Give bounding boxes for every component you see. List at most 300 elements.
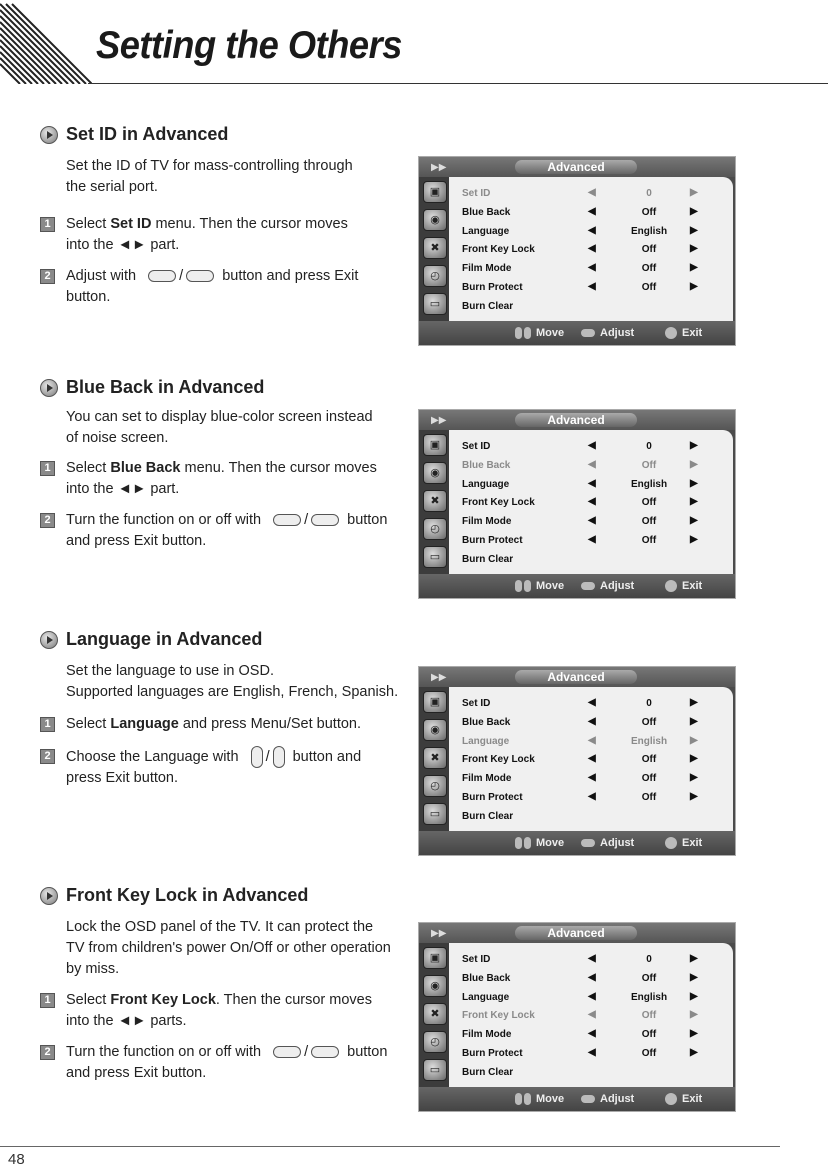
right-arrow-icon: ▶ <box>690 1009 698 1020</box>
right-arrow-icon: ▶ <box>690 243 698 254</box>
left-arrow-icon: ◀ <box>588 753 596 764</box>
osd-row-value: Off <box>641 792 657 803</box>
left-arrow-icon: ◀ <box>588 440 596 451</box>
left-arrow-icon: ◀ <box>588 953 596 964</box>
osd-menu-icon: ▶▶ <box>431 672 447 683</box>
osd-row-value: English <box>630 992 668 1003</box>
osd-row <box>462 298 712 316</box>
step-text: button and press Exit <box>222 268 359 284</box>
section-bullet-icon <box>40 126 58 144</box>
input-icon: ▭ <box>423 803 447 825</box>
step-menu-name: Front Key Lock <box>110 992 216 1008</box>
osd-row-value: Off <box>641 460 657 471</box>
step-text: Adjust with <box>66 268 137 284</box>
osd-row <box>462 1064 712 1082</box>
right-button-icon <box>311 514 339 526</box>
timer-icon: ◴ <box>423 518 447 540</box>
step-text: . Then the cursor moves <box>215 992 372 1008</box>
left-arrow-icon: ◀ <box>588 534 596 545</box>
footer-move-label: Move <box>536 580 565 592</box>
step-2 <box>40 510 387 552</box>
osd-row-value: 0 <box>646 188 652 199</box>
osd-row-value: Off <box>641 535 657 546</box>
slash: / <box>179 268 184 284</box>
right-arrow-icon: ▶ <box>690 496 698 507</box>
osd-footer-adjust <box>581 327 634 339</box>
adjust-icon <box>581 839 595 847</box>
osd-row-label: Blue Back <box>462 717 511 728</box>
right-arrow-icon: ▶ <box>690 772 698 783</box>
step-text: menu. Then the cursor moves <box>151 216 348 232</box>
timer-icon: ◴ <box>423 265 447 287</box>
osd-menu-list <box>449 943 733 1087</box>
footer-rule <box>0 1146 780 1147</box>
right-arrow-icon: ▶ <box>690 791 698 802</box>
osd-footer-exit <box>665 1093 702 1105</box>
left-arrow-icon: ◀ <box>588 697 596 708</box>
step-text: button and <box>292 748 362 765</box>
osd-row-label: Set ID <box>462 954 491 965</box>
osd-row-label: Blue Back <box>462 207 511 218</box>
osd-footer <box>419 574 735 598</box>
osd-row-label: Set ID <box>462 698 491 709</box>
footer-move-label: Move <box>536 1093 565 1105</box>
osd-row-label: Language <box>462 226 510 237</box>
left-arrow-icon: ◀ <box>588 515 596 526</box>
osd-row-value: English <box>630 479 668 490</box>
setup-icon: ✖ <box>423 747 447 769</box>
footer-adjust-label: Adjust <box>600 837 635 849</box>
osd-row <box>462 1007 712 1025</box>
input-icon: ▭ <box>423 293 447 315</box>
osd-row <box>462 438 712 456</box>
move-icon <box>515 327 522 339</box>
left-arrow-icon: ◀ <box>588 1028 596 1039</box>
description-line: Lock the OSD panel of the TV. It can protect the <box>66 919 374 935</box>
osd-menu-icon: ▶▶ <box>431 928 447 939</box>
step-text-line2: and press Exit button. <box>66 1065 207 1081</box>
description-line: You can set to display blue-color screen instead <box>66 409 373 425</box>
osd-row <box>462 279 712 297</box>
osd-row-label: Film Mode <box>462 516 512 527</box>
step-text-line2: button. <box>66 289 111 305</box>
step-2 <box>40 266 358 308</box>
right-arrow-icon: ▶ <box>690 753 698 764</box>
step-2 <box>40 746 361 789</box>
osd-row <box>462 204 712 222</box>
footer-exit-label: Exit <box>682 1093 703 1105</box>
osd-row-label: Film Mode <box>462 263 512 274</box>
move-icon <box>515 837 522 849</box>
osd-row-label: Set ID <box>462 441 491 452</box>
section-title: Set ID in Advanced <box>66 124 229 144</box>
description-line: by miss. <box>66 961 120 977</box>
osd-sidebar <box>419 687 449 831</box>
header-hatch-decoration <box>0 0 92 84</box>
osd-row <box>462 951 712 969</box>
left-arrow-icon: ◀ <box>588 716 596 727</box>
left-button-icon <box>148 270 176 282</box>
osd-row-value: Off <box>641 497 657 508</box>
description-line: Set the language to use in OSD. <box>66 663 274 679</box>
up-button-icon <box>251 746 263 768</box>
osd-header <box>419 410 735 430</box>
osd-row-value: Off <box>641 1029 657 1040</box>
osd-row <box>462 770 712 788</box>
osd-tab-advanced: Advanced <box>515 413 637 427</box>
setup-icon: ✖ <box>423 1003 447 1025</box>
right-arrow-icon: ▶ <box>690 1047 698 1058</box>
osd-row <box>462 789 712 807</box>
osd-menu-list <box>449 430 733 574</box>
osd-row-label: Blue Back <box>462 973 511 984</box>
step-menu-name: Language <box>110 716 179 732</box>
osd-row-value: 0 <box>646 954 652 965</box>
adjust-icon <box>581 329 595 337</box>
section-title: Front Key Lock in Advanced <box>66 885 309 905</box>
left-arrow-icon: ◀ <box>588 991 596 1002</box>
osd-footer-move <box>515 837 564 849</box>
footer-move-label: Move <box>536 837 565 849</box>
osd-tab-advanced: Advanced <box>515 926 637 940</box>
osd-menu-list <box>449 687 733 831</box>
sound-icon: ◉ <box>423 975 447 997</box>
osd-row-label: Language <box>462 479 510 490</box>
osd-footer-exit <box>665 580 702 592</box>
description-line: the serial port. <box>66 179 158 195</box>
step-number-badge: 2 <box>40 1045 55 1060</box>
left-arrow-icon: ◀ <box>588 459 596 470</box>
move-icon <box>524 580 531 592</box>
osd-row-label: Burn Protect <box>462 1048 523 1059</box>
step-text-line2: and press Exit button. <box>66 533 207 549</box>
osd-tab-advanced: Advanced <box>515 160 637 174</box>
osd-row-label: Burn Clear <box>462 811 514 822</box>
osd-row <box>462 223 712 241</box>
left-arrow-icon: ◀ <box>588 972 596 983</box>
osd-row <box>462 551 712 569</box>
move-icon <box>524 327 531 339</box>
down-button-icon <box>273 746 285 768</box>
step-text: Select <box>66 992 111 1008</box>
osd-row <box>462 1026 712 1044</box>
left-arrow-icon: ◀ <box>588 478 596 489</box>
osd-header <box>419 923 735 943</box>
section-description <box>66 917 391 980</box>
sound-icon: ◉ <box>423 719 447 741</box>
right-arrow-icon: ▶ <box>690 991 698 1002</box>
osd-sidebar <box>419 943 449 1087</box>
exit-icon <box>665 580 677 592</box>
step-text: button <box>347 512 388 528</box>
osd-footer <box>419 1087 735 1111</box>
osd-row-value: 0 <box>646 441 652 452</box>
exit-icon <box>665 327 677 339</box>
adjust-icon <box>581 1095 595 1103</box>
setup-icon: ✖ <box>423 237 447 259</box>
osd-footer-move <box>515 580 564 592</box>
picture-icon: ▣ <box>423 691 447 713</box>
input-icon: ▭ <box>423 546 447 568</box>
right-arrow-icon: ▶ <box>690 206 698 217</box>
left-arrow-icon: ◀ <box>588 735 596 746</box>
right-arrow-icon: ▶ <box>690 478 698 489</box>
step-1 <box>40 990 372 1032</box>
osd-row-label: Front Key Lock <box>462 1010 535 1021</box>
osd-row-value: Off <box>641 263 657 274</box>
left-arrow-icon: ◀ <box>588 496 596 507</box>
left-arrow-icon: ◀ <box>588 187 596 198</box>
section-title: Blue Back in Advanced <box>66 377 265 397</box>
left-arrow-icon: ◀ <box>588 1047 596 1058</box>
timer-icon: ◴ <box>423 775 447 797</box>
osd-row-value: Off <box>641 973 657 984</box>
osd-footer-exit <box>665 327 702 339</box>
osd-row <box>462 989 712 1007</box>
osd-footer-move <box>515 327 564 339</box>
osd-row-value: English <box>630 736 668 747</box>
osd-header <box>419 157 735 177</box>
osd-footer <box>419 321 735 345</box>
osd-row <box>462 513 712 531</box>
picture-icon: ▣ <box>423 947 447 969</box>
osd-row-value: Off <box>641 717 657 728</box>
osd-row <box>462 733 712 751</box>
step-text: button <box>347 1044 388 1060</box>
section-description <box>66 407 373 449</box>
step-text: menu. Then the cursor moves <box>180 460 377 476</box>
osd-row-label: Film Mode <box>462 1029 512 1040</box>
left-arrow-icon: ◀ <box>588 225 596 236</box>
osd-footer-exit <box>665 837 702 849</box>
osd-footer-adjust <box>581 1093 634 1105</box>
osd-row <box>462 970 712 988</box>
osd-row <box>462 751 712 769</box>
osd-row <box>462 808 712 826</box>
osd-menu-screenshot <box>418 409 736 599</box>
step-menu-name: Blue Back <box>110 460 181 476</box>
move-icon <box>515 580 522 592</box>
right-arrow-icon: ▶ <box>690 440 698 451</box>
right-arrow-icon: ▶ <box>690 187 698 198</box>
step-2 <box>40 1042 387 1084</box>
step-text: Select <box>66 216 111 232</box>
exit-icon <box>665 1093 677 1105</box>
left-arrow-icon: ◀ <box>588 772 596 783</box>
osd-row-label: Language <box>462 992 510 1003</box>
osd-footer-adjust <box>581 580 634 592</box>
step-text: Turn the function on or off with <box>66 1044 262 1060</box>
section-heading <box>40 885 308 906</box>
footer-adjust-label: Adjust <box>600 1093 635 1105</box>
osd-row-value: Off <box>641 282 657 293</box>
description-line: Supported languages are English, French, Spanish. <box>66 684 399 700</box>
osd-row <box>462 241 712 259</box>
osd-row-value: Off <box>641 207 657 218</box>
osd-row-value: Off <box>641 773 657 784</box>
title-rule <box>88 83 828 84</box>
osd-row <box>462 185 712 203</box>
osd-tab-advanced: Advanced <box>515 670 637 684</box>
right-arrow-icon: ▶ <box>690 972 698 983</box>
input-icon: ▭ <box>423 1059 447 1081</box>
osd-row-value: Off <box>641 754 657 765</box>
osd-menu-screenshot <box>418 666 736 856</box>
step-text: Select <box>66 460 111 476</box>
description-line: Set the ID of TV for mass-controlling through <box>66 158 353 174</box>
step-text-line2: press Exit button. <box>66 770 179 786</box>
right-arrow-icon: ▶ <box>690 459 698 470</box>
section-bullet-icon <box>40 887 58 905</box>
osd-row-label: Front Key Lock <box>462 244 535 255</box>
osd-footer-adjust <box>581 837 634 849</box>
osd-row-label: Burn Protect <box>462 282 523 293</box>
sound-icon: ◉ <box>423 209 447 231</box>
right-arrow-icon: ▶ <box>690 735 698 746</box>
left-arrow-icon: ◀ <box>588 206 596 217</box>
move-icon <box>515 1093 522 1105</box>
osd-sidebar <box>419 177 449 321</box>
left-button-icon <box>273 514 301 526</box>
picture-icon: ▣ <box>423 434 447 456</box>
left-arrow-icon: ◀ <box>588 281 596 292</box>
step-number-badge: 1 <box>40 993 55 1008</box>
osd-row-value: Off <box>641 244 657 255</box>
osd-row-value: Off <box>641 1048 657 1059</box>
step-1 <box>40 214 348 256</box>
page-number: 48 <box>8 1151 25 1168</box>
right-arrow-icon: ▶ <box>690 953 698 964</box>
step-menu-name: Set ID <box>110 216 152 232</box>
osd-row <box>462 260 712 278</box>
section-description <box>66 661 398 703</box>
section-bullet-icon <box>40 631 58 649</box>
move-icon <box>524 837 531 849</box>
right-arrow-icon: ▶ <box>690 225 698 236</box>
osd-row <box>462 714 712 732</box>
section-bullet-icon <box>40 379 58 397</box>
setup-icon: ✖ <box>423 490 447 512</box>
move-icon <box>524 1093 531 1105</box>
osd-menu-icon: ▶▶ <box>431 415 447 426</box>
osd-footer <box>419 831 735 855</box>
osd-sidebar <box>419 430 449 574</box>
step-text: Select <box>66 716 111 732</box>
section-heading <box>40 124 228 145</box>
exit-icon <box>665 837 677 849</box>
osd-menu-screenshot <box>418 156 736 346</box>
left-arrow-icon: ◀ <box>588 262 596 273</box>
page-title: Setting the Others <box>96 24 403 67</box>
footer-move-label: Move <box>536 327 565 339</box>
right-button-icon <box>311 1046 339 1058</box>
osd-row <box>462 532 712 550</box>
left-button-icon <box>273 1046 301 1058</box>
osd-row-label: Film Mode <box>462 773 512 784</box>
osd-footer-move <box>515 1093 564 1105</box>
footer-adjust-label: Adjust <box>600 327 635 339</box>
osd-row-label: Front Key Lock <box>462 497 535 508</box>
right-arrow-icon: ▶ <box>690 515 698 526</box>
right-arrow-icon: ▶ <box>690 1028 698 1039</box>
step-text: Choose the Language with <box>66 748 239 765</box>
osd-row-value: Off <box>641 1010 657 1021</box>
osd-row-label: Burn Clear <box>462 554 514 565</box>
osd-row <box>462 494 712 512</box>
footer-adjust-label: Adjust <box>600 580 635 592</box>
osd-row <box>462 1045 712 1063</box>
slash: / <box>265 748 270 765</box>
step-number-badge: 2 <box>40 749 55 764</box>
sound-icon: ◉ <box>423 462 447 484</box>
footer-exit-label: Exit <box>682 837 703 849</box>
step-1 <box>40 714 361 735</box>
right-arrow-icon: ▶ <box>690 281 698 292</box>
osd-row-value: Off <box>641 516 657 527</box>
osd-menu-screenshot <box>418 922 736 1112</box>
osd-row <box>462 695 712 713</box>
right-arrow-icon: ▶ <box>690 697 698 708</box>
slash: / <box>304 1044 309 1060</box>
left-arrow-icon: ◀ <box>588 1009 596 1020</box>
osd-row-label: Burn Protect <box>462 792 523 803</box>
step-text-line2: into the ◄► parts. <box>66 1013 187 1029</box>
slash: / <box>304 512 309 528</box>
left-arrow-icon: ◀ <box>588 243 596 254</box>
section-title: Language in Advanced <box>66 629 263 649</box>
step-number-badge: 1 <box>40 461 55 476</box>
step-1 <box>40 458 377 500</box>
description-line: of noise screen. <box>66 430 169 446</box>
osd-menu-icon: ▶▶ <box>431 162 447 173</box>
right-arrow-icon: ▶ <box>690 262 698 273</box>
osd-row-value: 0 <box>646 698 652 709</box>
section-heading <box>40 629 262 650</box>
osd-row-label: Blue Back <box>462 460 511 471</box>
osd-row <box>462 476 712 494</box>
timer-icon: ◴ <box>423 1031 447 1053</box>
step-text-line2: into the ◄► part. <box>66 481 180 497</box>
step-text-line2: into the ◄► part. <box>66 237 180 253</box>
section-description <box>66 156 353 198</box>
osd-row-label: Set ID <box>462 188 491 199</box>
osd-row-label: Burn Clear <box>462 1067 514 1078</box>
osd-row-label: Burn Protect <box>462 535 523 546</box>
osd-row-label: Burn Clear <box>462 301 514 312</box>
footer-exit-label: Exit <box>682 580 703 592</box>
section-heading <box>40 377 264 398</box>
osd-menu-list <box>449 177 733 321</box>
right-arrow-icon: ▶ <box>690 716 698 727</box>
description-line: TV from children's power On/Off or other operation <box>66 940 391 956</box>
osd-row-label: Language <box>462 736 510 747</box>
right-button-icon <box>186 270 214 282</box>
step-text: Turn the function on or off with <box>66 512 262 528</box>
osd-row-label: Front Key Lock <box>462 754 535 765</box>
step-number-badge: 1 <box>40 217 55 232</box>
osd-row <box>462 457 712 475</box>
step-number-badge: 2 <box>40 513 55 528</box>
right-arrow-icon: ▶ <box>690 534 698 545</box>
adjust-icon <box>581 582 595 590</box>
osd-row-value: English <box>630 226 668 237</box>
left-arrow-icon: ◀ <box>588 791 596 802</box>
osd-header <box>419 667 735 687</box>
footer-exit-label: Exit <box>682 327 703 339</box>
step-text: and press Menu/Set button. <box>178 716 361 732</box>
step-number-badge: 1 <box>40 717 55 732</box>
step-number-badge: 2 <box>40 269 55 284</box>
